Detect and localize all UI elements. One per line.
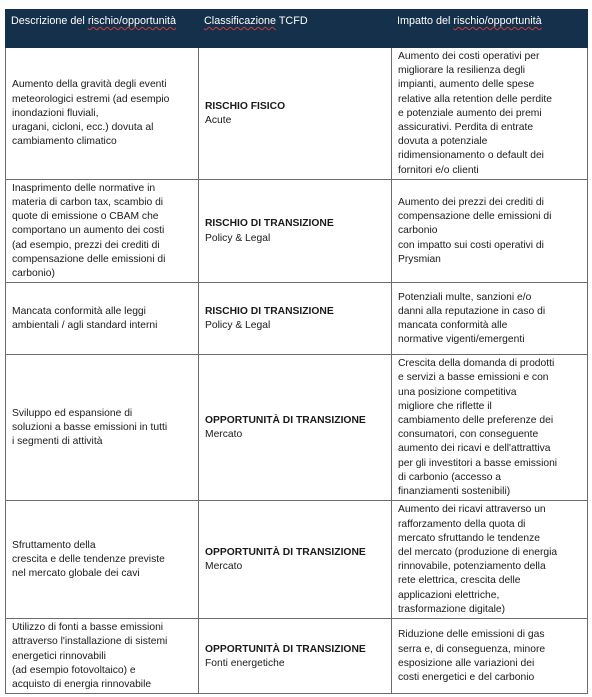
- row-description: Sviluppo ed espansione di soluzioni a basse emissioni in tutti i segmenti di attività: [6, 355, 199, 501]
- table-row: [6, 48, 588, 180]
- table-header-row: [6, 10, 588, 48]
- tcfd-risk-table: [5, 9, 588, 694]
- table-row: [6, 179, 588, 282]
- classification-subtitle: Acute: [205, 114, 232, 126]
- row-impact: Aumento dei prezzi dei crediti di compensazione delle emissioni di carbonio con impatto sui costi operativi di Prysmian: [392, 179, 588, 282]
- table-row: [6, 619, 588, 694]
- header-impact: Impatto del rischio/opportunità: [392, 10, 588, 48]
- classification-title: RISCHIO DI TRANSIZIONE: [205, 218, 334, 230]
- table-row: [6, 283, 588, 355]
- row-description: Aumento della gravità degli eventi meteorologici estremi (ad esempio inondazioni fluviali, uragani, cicloni, ecc.) dovuta al cambiamento climatico: [6, 48, 199, 180]
- classification-title: OPPORTUNITÀ DI TRANSIZIONE: [205, 415, 366, 427]
- row-classification: [199, 48, 392, 180]
- classification-subtitle: Mercato: [205, 429, 243, 441]
- row-impact: Aumento dei ricavi attraverso un rafforzamento della quota di mercato sfruttando le tendenze del mercato (produzione di energia rinnovabile, potenziamento della rete elettrica, crescita delle applicazioni elettriche, trasformazione digitale): [392, 501, 588, 619]
- row-classification: [199, 179, 392, 282]
- row-description: Inasprimento delle normative in materia di carbon tax, scambio di quote di emissione o CBAM che comportano un aumento dei costi (ad esempio, prezzi dei crediti di compensazione delle emissioni di carbonio): [6, 179, 199, 282]
- row-description: Sfruttamento della crescita e delle tendenze previste nel mercato globale dei cavi: [6, 501, 199, 619]
- classification-subtitle: Mercato: [205, 561, 243, 573]
- classification-subtitle: Fonti energetiche: [205, 657, 285, 669]
- classification-title: RISCHIO DI TRANSIZIONE: [205, 306, 334, 318]
- row-classification: [199, 619, 392, 694]
- classification-title: OPPORTUNITÀ DI TRANSIZIONE: [205, 643, 366, 655]
- row-impact: Aumento dei costi operativi per migliorare la resilienza degli impianti, aumento delle spese relative alla retention delle perdite e potenziale aumento dei premi assicurativi. Perdita di entrate dovuta a potenziale ridimensionamento o default dei fornitori e/o clienti: [392, 48, 588, 180]
- classification-subtitle: Policy & Legal: [205, 320, 271, 332]
- row-impact: Potenziali multe, sanzioni e/o danni alla reputazione in caso di mancata conformità alle normative vigenti/emergenti: [392, 283, 588, 355]
- header-description: Descrizione del rischio/opportunità: [6, 10, 199, 48]
- classification-title: OPPORTUNITÀ DI TRANSIZIONE: [205, 547, 366, 559]
- row-impact: Crescita della domanda di prodotti e servizi a basse emissioni e con una posizione competitiva migliore che riflette il cambiamento delle preferenze dei consumatori, con conseguente aumento dei ricavi e dell'attrattiva per gli investitori a basse emissioni di carbonio (accesso a finanziamenti sostenibili): [392, 355, 588, 501]
- row-classification: [199, 283, 392, 355]
- header-classification: Classificazione TCFD: [199, 10, 392, 48]
- classification-title: RISCHIO FISICO: [205, 100, 286, 112]
- table-row: [6, 355, 588, 501]
- row-description: Utilizzo di fonti a basse emissioni attraverso l'installazione di sistemi energetici rinnovabili (ad esempio fotovoltaico) e acquisto di energia rinnovabile: [6, 619, 199, 694]
- row-classification: [199, 501, 392, 619]
- table-row: [6, 501, 588, 619]
- row-description: Mancata conformità alle leggi ambientali / agli standard interni: [6, 283, 199, 355]
- classification-subtitle: Policy & Legal: [205, 232, 271, 244]
- row-impact: Riduzione delle emissioni di gas serra e, di conseguenza, minore esposizione alle variazioni dei costi energetici e del carbonio: [392, 619, 588, 694]
- row-classification: [199, 355, 392, 501]
